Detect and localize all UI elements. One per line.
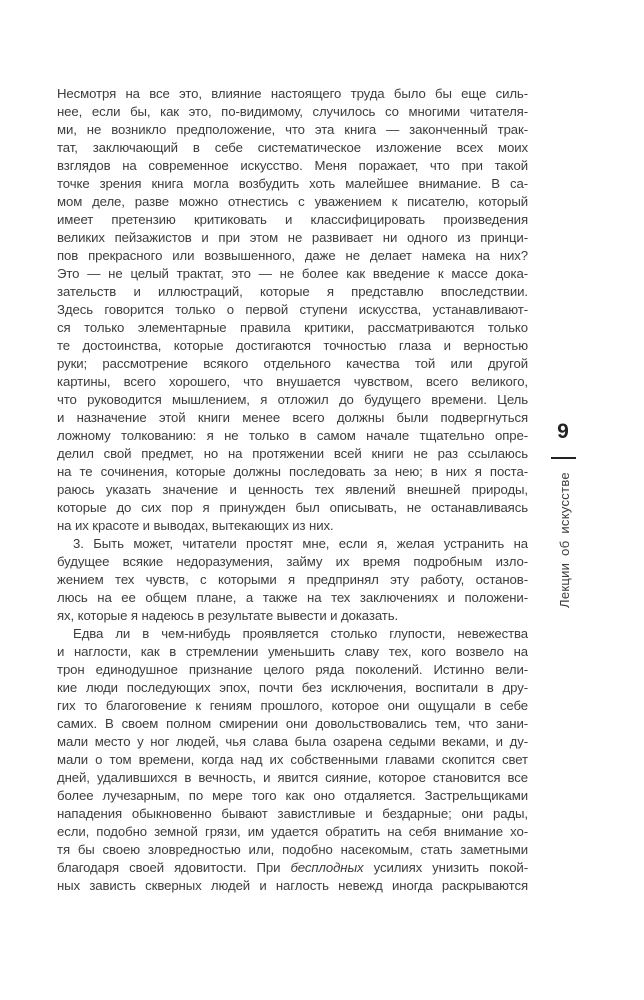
text-line: на те сочинения, которые должны последовать за нею; в них я поста- bbox=[57, 464, 528, 479]
text-line: ся только элементарные правила критики, рассматриваются только bbox=[57, 320, 528, 335]
text-line: кие люди последующих эпох, почти без исключения, воспитали в дру- bbox=[57, 680, 528, 695]
text-line: нее, если бы, как это, по-видимому, случилось со многими читателя- bbox=[57, 104, 528, 119]
text-line: жением тех чувств, с которыми я предпринял эту работу, останов- bbox=[57, 572, 528, 587]
text-line: тат, заключающий в себе систематическое изложение всех моих bbox=[57, 140, 528, 155]
text-line: картины, всего хорошего, что внушается чувством, всего великого, bbox=[57, 374, 528, 389]
text-line: самих. В своем полном смирении они довольствовались тем, что зани- bbox=[57, 716, 528, 731]
text-line: ях, которые я надеюсь в результате вывести и доказать. bbox=[57, 608, 399, 623]
text-line: которые до сих пор я принужден был описывать, не останавливаясь bbox=[57, 500, 528, 515]
text-line: люсь на ее общем плане, а также на тех заключениях и положени- bbox=[57, 590, 528, 605]
text-line: и назначение этой книги менее всего должны были подвергнуться bbox=[57, 410, 528, 425]
text-segment: благодаря своей ядовитости. При bbox=[57, 860, 291, 875]
text-line: ми, не возникло предположение, что эта книга — законченный трак- bbox=[57, 122, 528, 137]
text-line: мали о том времени, когда над их собственными главами скопится свет bbox=[57, 752, 528, 767]
text-line: что руководится мышлением, я отложил до будущего времени. Цель bbox=[57, 392, 528, 407]
margin-book-title: Лекции об искусстве bbox=[557, 472, 572, 608]
text-line: руки; рассмотрение всякого отдельного качества той или другой bbox=[57, 356, 528, 371]
text-line: ложному толкованию: я не только в самом начале тщательно опре- bbox=[57, 428, 528, 443]
text-line: делил свой предмет, но на протяжении всей книги не раз ссылаюсь bbox=[57, 446, 528, 461]
text-line: мали место у ног людей, чья слава была озарена седыми веками, и ду- bbox=[57, 734, 528, 749]
text-line: те достоинства, которые достигаются точностью глаза и верностью bbox=[57, 338, 528, 353]
text-line: зательств и иллюстраций, которые я представлю впоследствии. bbox=[57, 284, 528, 299]
text-line: и наглости, как в стремлении уменьшить славу тех, кого возвело на bbox=[57, 644, 528, 659]
text-line: точке зрения книга могла возбудить хоть малейшее внимание. В са- bbox=[57, 176, 528, 191]
text-line: имеет претензию критиковать и классифицировать произведения bbox=[57, 212, 528, 227]
text-line: на их красоте и выводах, вытекающих из них. bbox=[57, 518, 334, 533]
text-line: 3. Быть может, читатели простят мне, если я, желая устранить на bbox=[73, 536, 528, 551]
text-line: великих пейзажистов и при этом не развивает ни одного из принци- bbox=[57, 230, 528, 245]
text-line: дней, удалившихся в вечность, и явится сияние, которое становится все bbox=[57, 770, 528, 785]
page-number: 9 bbox=[557, 420, 569, 443]
text-line: Это — не целый трактат, это — не более как введение к массе дока- bbox=[57, 266, 528, 281]
text-line: Здесь говорится только о первой ступени искусства, устанавливают- bbox=[57, 302, 528, 317]
text-line: тя бы своею зловредностью или, подобно насекомым, стать заметными bbox=[57, 842, 528, 857]
text-line: взглядов на современное искусство. Меня поражает, что при такой bbox=[57, 158, 528, 173]
text-line: будущее всякие недоразумения, займу их время подробным изло- bbox=[57, 554, 528, 569]
folio-rule bbox=[551, 457, 576, 459]
text-line bbox=[57, 859, 528, 877]
text-line: пов прекрасного или возвышенного, даже не делает намека на них? bbox=[57, 248, 528, 263]
text-line: Едва ли в чем-нибудь проявляется столько глупости, невежества bbox=[73, 626, 528, 641]
text-line: трон единодушное признание целого ряда поколений. Истинно вели- bbox=[57, 662, 528, 677]
text-line: если, подобно земной грязи, им удается обратить на себя внимание хо- bbox=[57, 824, 528, 839]
italic-word: бесплодных bbox=[290, 860, 364, 875]
text-line: Несмотря на все это, влияние настоящего труда было бы еще силь- bbox=[57, 86, 528, 101]
text-line: нападения обыкновенно бывают завистливые и бездарные; они рады, bbox=[57, 806, 528, 821]
text-line: раюсь указать значение и ценность тех явлений внешней природы, bbox=[57, 482, 528, 497]
text-line: мом деле, разве можно отнестись с уважением к писателю, который bbox=[57, 194, 528, 209]
text-line: ных зависть скверных людей и наглость невежд иногда раскрываются bbox=[57, 878, 528, 893]
text-segment: усилиях унизить покой- bbox=[363, 860, 528, 875]
page-text bbox=[57, 85, 528, 895]
text-line: гих то благоговение к гениям прошлого, которое они ощущали в себе bbox=[57, 698, 528, 713]
text-line: более лучезарным, по мере того как оно отдаляется. Застрельщиками bbox=[57, 788, 528, 803]
